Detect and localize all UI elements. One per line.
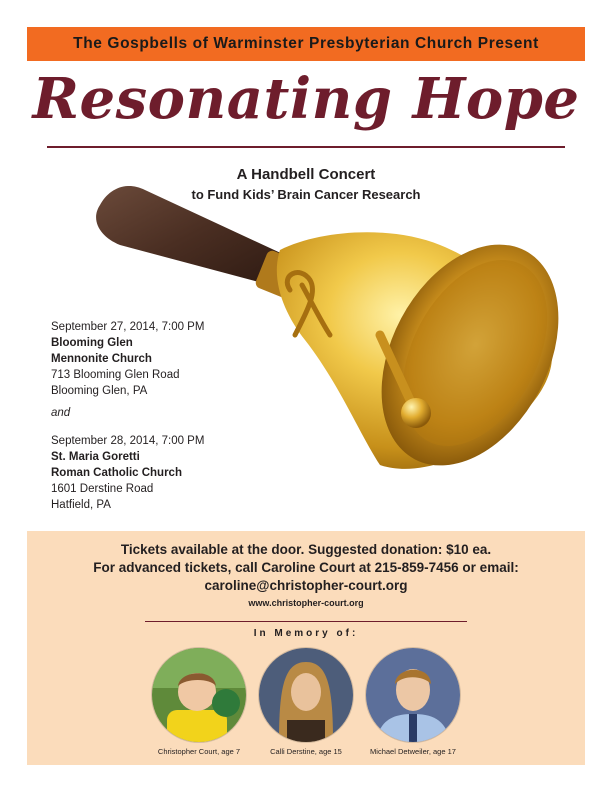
- memory-heading: In Memory of:: [253, 628, 359, 639]
- event-1-venue-line1: Blooming Glen: [51, 337, 133, 349]
- event-1-address: 713 Blooming Glen Road: [51, 369, 180, 381]
- event-1-datetime: September 27, 2014, 7:00 PM: [51, 321, 205, 333]
- event-2-venue-line1: St. Maria Goretti: [51, 451, 140, 463]
- caption-calli: Calli Derstine, age 15: [270, 747, 342, 756]
- title-divider: [47, 146, 565, 148]
- event-2: [51, 433, 204, 513]
- website-link[interactable]: www.christopher-court.org: [248, 598, 364, 608]
- memory-divider: [145, 621, 467, 622]
- tickets-line-2: For advanced tickets, call Caroline Court at 215-859-7456 or email:: [93, 560, 519, 575]
- concert-title: Resonating Hope: [32, 66, 580, 132]
- caption-michael: Michael Detweiler, age 17: [370, 747, 456, 756]
- event-2-venue-line2: Roman Catholic Church: [51, 467, 182, 479]
- event-1: [51, 319, 204, 399]
- photo-calli: [259, 648, 353, 742]
- contact-email-link[interactable]: caroline@christopher-court.org: [204, 578, 408, 593]
- header-banner: [27, 27, 585, 61]
- photo-christopher: [152, 648, 246, 742]
- event-2-city: Hatfield, PA: [51, 499, 111, 511]
- caption-christopher: Christopher Court, age 7: [157, 747, 241, 756]
- subtitle-line-1: A Handbell Concert: [236, 166, 376, 183]
- events-connector: and: [51, 407, 71, 419]
- event-1-venue-line2: Mennonite Church: [51, 353, 152, 365]
- tickets-line-1: Tickets available at the door. Suggested donation: $10 ea.: [120, 542, 492, 557]
- photo-michael: [366, 648, 460, 742]
- event-1-city: Blooming Glen, PA: [51, 385, 148, 397]
- banner-text: The Gospbells of Warminster Presbyterian Church Present: [73, 35, 539, 52]
- event-2-address: 1601 Derstine Road: [51, 483, 154, 495]
- subtitle-line-2: to Fund Kids’ Brain Cancer Research: [191, 187, 421, 202]
- event-2-datetime: September 28, 2014, 7:00 PM: [51, 435, 205, 447]
